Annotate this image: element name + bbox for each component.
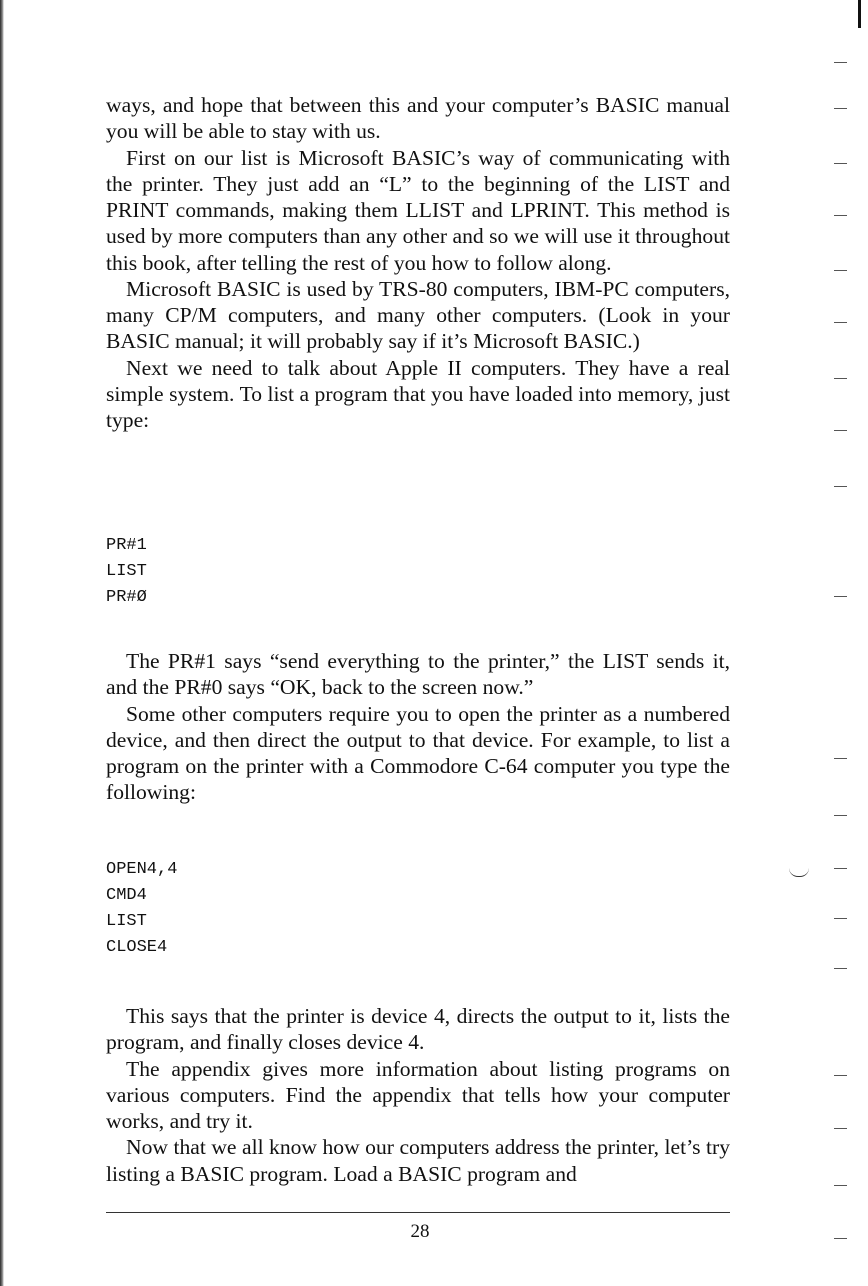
- margin-mark: [834, 62, 847, 63]
- body-text-middle: [106, 648, 730, 806]
- paragraph: First on our list is Microsoft BASIC’s way of communicating with the printer. They just add an “L” to the beginning of the LIST and PRINT commands, making them LLIST and LPRINT. This method is used by more computers than any other and so we will use it throughout this book, after telling the rest of you how to follow along.: [106, 145, 730, 275]
- scan-binding-edge: [0, 0, 4, 1286]
- code-line: CMD4: [106, 886, 147, 905]
- paragraph: The appendix gives more information about listing programs on various computers. Find the appendix that tells how your computer works, and try it.: [106, 1056, 730, 1133]
- paragraph: Next we need to talk about Apple II computers. They have a real simple system. To list a program that you have loaded into memory, just type:: [106, 355, 730, 432]
- paragraph: Now that we all know how our computers address the printer, let’s try listing a BASIC program. Load a BASIC program and: [106, 1135, 730, 1186]
- code-line: PR#1: [106, 536, 147, 555]
- margin-mark: [834, 1075, 847, 1076]
- page-number: 28: [410, 1221, 430, 1242]
- margin-mark: [834, 1185, 847, 1186]
- body-text-top: [106, 92, 730, 433]
- margin-mark: [834, 322, 847, 323]
- paragraph: ways, and hope that between this and your computer’s BASIC manual you will be able to stay with us.: [106, 93, 730, 144]
- margin-mark: [834, 270, 847, 271]
- paragraph: Microsoft BASIC is used by TRS-80 computers, IBM-PC computers, many CP/M computers, and many other computers. (Look in your BASIC manual; it will probably say if it’s Microsoft BASIC.): [106, 276, 730, 354]
- body-text-bottom: [106, 1003, 730, 1187]
- scan-stray-mark: [789, 868, 809, 877]
- margin-mark: [834, 430, 847, 431]
- margin-mark: [834, 596, 847, 597]
- margin-mark: [834, 758, 847, 759]
- margin-mark: [834, 1128, 847, 1129]
- margin-mark: [834, 868, 847, 869]
- paragraph: The PR#1 says “send everything to the printer,” the LIST sends it, and the PR#0 says “OK, back to the screen now.”: [106, 649, 730, 700]
- margin-mark: [834, 968, 847, 969]
- paragraph: This says that the printer is device 4, directs the output to it, lists the program, and finally closes device 4.: [106, 1004, 730, 1055]
- margin-mark: [834, 815, 847, 816]
- footer-rule: [106, 1212, 730, 1213]
- scan-corner-mark: [858, 0, 861, 28]
- commodore-code-listing: [106, 857, 177, 961]
- margin-mark: [834, 378, 847, 379]
- code-line: OPEN4,4: [106, 860, 178, 879]
- paragraph: Some other computers require you to open the printer as a numbered device, and then direct the output to that device. For example, to list a program on the printer with a Commodore C-64 computer you type the following:: [106, 701, 730, 805]
- code-line: CLOSE4: [106, 938, 168, 957]
- margin-mark: [834, 215, 847, 216]
- margin-mark: [834, 108, 847, 109]
- margin-mark: [834, 486, 847, 487]
- code-line: PR#Ø: [106, 588, 147, 607]
- margin-mark: [834, 1238, 847, 1239]
- margin-mark: [834, 163, 847, 164]
- code-line: LIST: [106, 912, 147, 931]
- apple-code-listing: [106, 533, 147, 611]
- margin-mark: [834, 918, 847, 919]
- code-line: LIST: [106, 562, 147, 581]
